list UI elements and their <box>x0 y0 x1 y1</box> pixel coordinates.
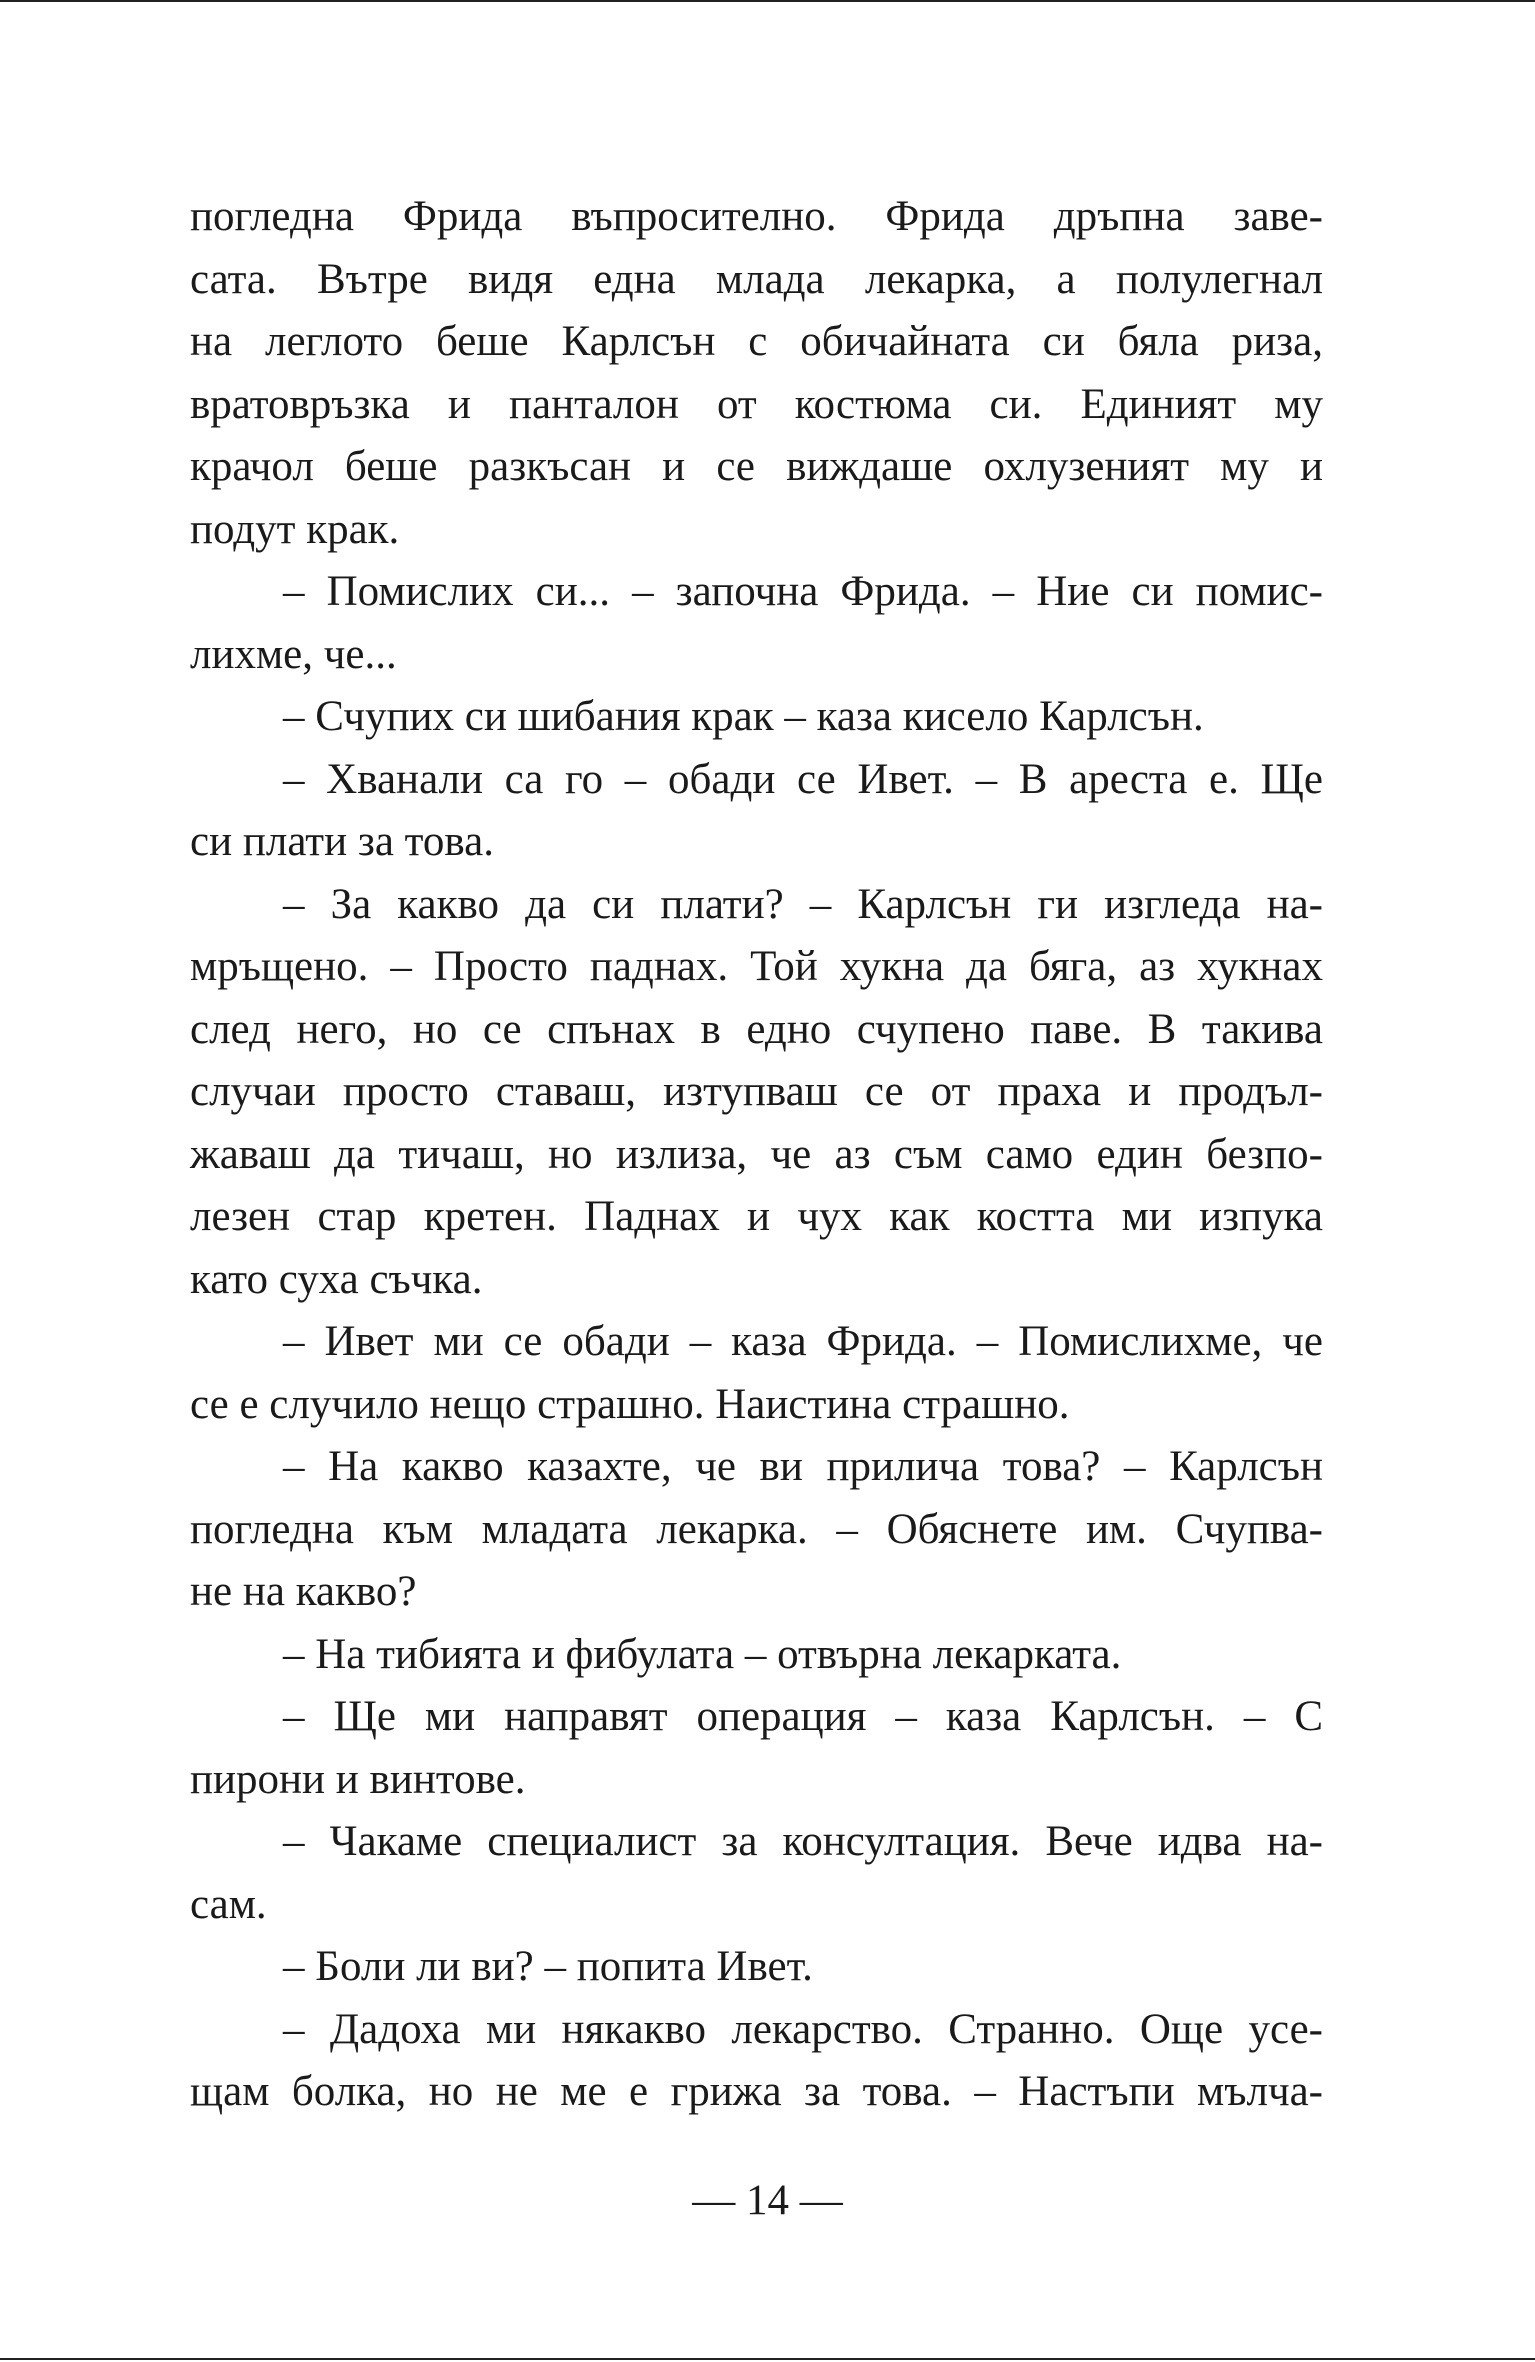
text-line: сата. Вътре видя една млада лекарка, а полулегнал <box>190 255 1323 303</box>
text-line: – Счупих си шибания крак – каза кисело Карлсън. <box>283 693 1204 740</box>
body-text <box>190 186 1323 2124</box>
text-line: лихме, че... <box>190 630 397 678</box>
text-line: – За какво да си плати? – Карлсън ги изгледа на- <box>283 880 1323 928</box>
text-line: погледна Фрида въпросително. Фрида дръпна заве- <box>190 193 1323 240</box>
text-line: – На тибията и фибулата – отвърна лекарката. <box>283 1630 1122 1678</box>
text-line: сам. <box>190 1880 267 1928</box>
text-line: след него, но се спънах в едно счупено паве. В такива <box>190 1005 1323 1053</box>
text-line: – Хванали са го – обади се Ивет. – В ареста е. Ще <box>283 755 1323 803</box>
top-border-line <box>0 0 1535 2</box>
text-line: мръщено. – Просто паднах. Той хукна да бяга, аз хукнах <box>190 943 1323 990</box>
text-line: се е случило нещо страшно. Наистина страшно. <box>190 1380 1070 1428</box>
text-line: щам болка, но не ме е грижа за това. – Настъпи мълча- <box>190 2068 1323 2115</box>
text-line: като суха съчка. <box>190 1255 483 1303</box>
text-line: погледна към младата лекарка. – Обяснете им. Счупва- <box>190 1505 1323 1553</box>
bottom-border-line <box>0 2358 1535 2360</box>
text-line: жаваш да тичаш, но излиза, че аз съм само един безпо- <box>190 1130 1323 1178</box>
text-line: – На какво казахте, че ви прилича това? – Карлсън <box>283 1443 1323 1490</box>
text-line: на леглото беше Карлсън с обичайната си бяла риза, <box>190 318 1323 365</box>
text-line: подут крак. <box>190 505 400 553</box>
text-line: – Ивет ми се обади – каза Фрида. – Помислихме, че <box>283 1318 1323 1365</box>
text-line: лезен стар кретен. Паднах и чух как костта ми изпука <box>190 1193 1323 1240</box>
text-line: – Боли ли ви? – попита Ивет. <box>283 1943 813 1990</box>
text-line: – Ще ми направят операция – каза Карлсън. – С <box>283 1693 1323 1740</box>
text-line: – Помислих си... – започна Фрида. – Ние си помис- <box>283 568 1323 615</box>
text-line: пирони и винтове. <box>190 1755 526 1803</box>
text-line: – Чакаме специалист за консултация. Вече идва на- <box>283 1818 1323 1865</box>
text-line: – Дадоха ми някакво лекарство. Странно. Още усе- <box>283 2005 1323 2053</box>
text-line: случаи просто ставаш, изтупваш се от праха и продъл- <box>190 1068 1323 1115</box>
text-line: не на какво? <box>190 1568 417 1615</box>
text-line: си плати за това. <box>190 818 494 865</box>
text-line: вратовръзка и панталон от костюма си. Единият му <box>190 380 1323 428</box>
text-line: крачол беше разкъсан и се виждаше охлузеният му и <box>190 443 1323 490</box>
page-number: — 14 — <box>692 2177 843 2224</box>
